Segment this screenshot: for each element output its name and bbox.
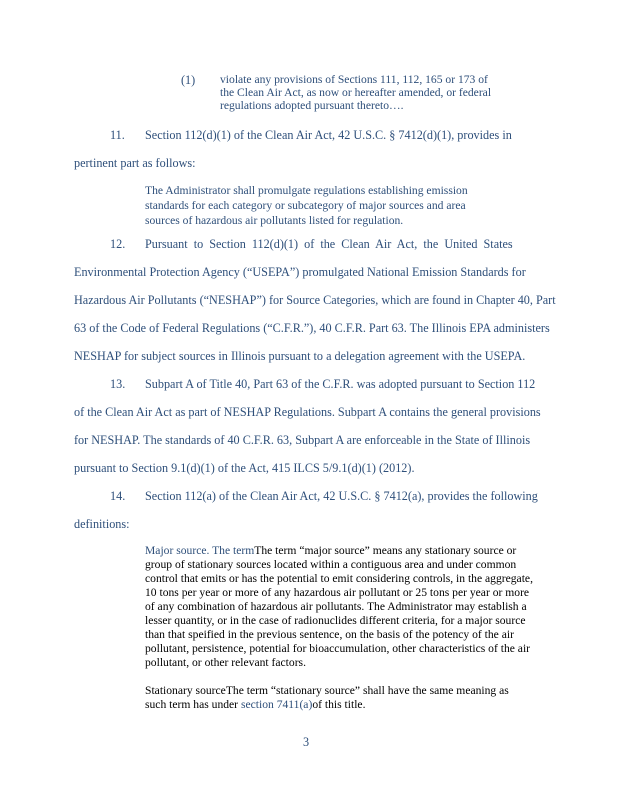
p14-line1: Section 112(a) of the Clean Air Act, 42 U.S.C. § 7412(a), provides the following bbox=[145, 489, 538, 503]
p11-line1: Section 112(d)(1) of the Clean Air Act, 42 U.S.C. § 7412(d)(1), provides in bbox=[145, 128, 512, 142]
p13-line4: pursuant to Section 9.1(d)(1) of the Act, 415 ILCS 5/9.1(d)(1) (2012). bbox=[74, 461, 415, 475]
major-source-line: than that speified in the previous sentence, on the basis of the potency of the air bbox=[145, 628, 514, 641]
major-source-line: pollutant, persistence, potential for bioaccumulation, other characteristics of the air bbox=[145, 642, 531, 655]
major-source-line: lesser quantity, or in the case of radionuclides different criteria, for a major source bbox=[145, 614, 526, 627]
stationary-source-text2: such term has under bbox=[145, 698, 239, 711]
major-source-line: 10 tons per year or more of any hazardous air pollutant or 25 tons per year or more bbox=[145, 586, 530, 599]
p13-line3: for NESHAP. The standards of 40 C.F.R. 63, Subpart A are enforceable in the State of Illinois bbox=[74, 433, 531, 447]
item1-line3: regulations adopted pursuant thereto…. bbox=[220, 99, 404, 112]
paragraph-number: 12. bbox=[110, 237, 126, 251]
item-number: (1) bbox=[181, 73, 196, 87]
p12-line5: NESHAP for subject sources in Illinois pursuant to a delegation agreement with the USEPA. bbox=[74, 349, 526, 363]
p12-line1: Pursuant to Section 112(d)(1) of the Clean Air Act, the United States bbox=[145, 237, 513, 251]
p11-line2: pertinent part as follows: bbox=[74, 156, 196, 170]
stationary-source-lead: Stationary source bbox=[145, 684, 226, 697]
paragraph-number: 14. bbox=[110, 489, 126, 503]
p12-line3: Hazardous Air Pollutants (“NESHAP”) for Source Categories, which are found in Chapter 40, Part bbox=[74, 293, 556, 307]
quote11-line3: sources of hazardous air pollutants listed for regulation. bbox=[145, 214, 404, 227]
item1-line1: violate any provisions of Sections 111, 112, 165 or 173 of bbox=[220, 73, 488, 86]
quote11-line2: standards for each category or subcategory of major sources and area bbox=[145, 199, 466, 212]
major-source-first-line bbox=[145, 545, 516, 557]
major-source-line: of any combination of hazardous air pollutants. The Administrator may establish a bbox=[145, 600, 527, 613]
page-number: 3 bbox=[303, 735, 310, 749]
major-source-first-text: The term “major source” means any stationary source or bbox=[254, 544, 517, 557]
paragraph-number: 13. bbox=[110, 377, 126, 391]
section-7411a-link[interactable]: section 7411(a) bbox=[240, 698, 313, 711]
major-source-line: pollutant, or other relevant factors. bbox=[145, 656, 306, 669]
major-source-lead: Major source. The term bbox=[145, 544, 255, 557]
stationary-source-text3: of this title. bbox=[312, 698, 366, 711]
p12-line2: Environmental Protection Agency (“USEPA”) promulgated National Emission Standards for bbox=[74, 265, 526, 279]
p12-line4: 63 of the Code of Federal Regulations (“C.F.R.”), 40 C.F.R. Part 63. The Illinois EPA administers bbox=[74, 321, 550, 335]
major-source-line: group of stationary sources located within a contiguous area and under common bbox=[145, 558, 517, 571]
stationary-source-line1 bbox=[145, 685, 509, 697]
p13-line2: of the Clean Air Act as part of NESHAP Regulations. Subpart A contains the general provisions bbox=[74, 405, 541, 419]
item1-line2: the Clean Air Act, as now or hereafter amended, or federal bbox=[220, 86, 492, 99]
paragraph-number: 11. bbox=[110, 128, 125, 142]
stationary-source-line2 bbox=[145, 699, 365, 711]
p14-line2: definitions: bbox=[74, 517, 130, 531]
major-source-line: control that emits or has the potential to emit considering controls, in the aggregate, bbox=[145, 572, 533, 585]
quote11-line1: The Administrator shall promulgate regulations establishing emission bbox=[145, 184, 468, 197]
stationary-source-text: The term “stationary source” shall have the same meaning as bbox=[225, 684, 509, 697]
p13-line1: Subpart A of Title 40, Part 63 of the C.F.R. was adopted pursuant to Section 112 bbox=[145, 377, 536, 391]
